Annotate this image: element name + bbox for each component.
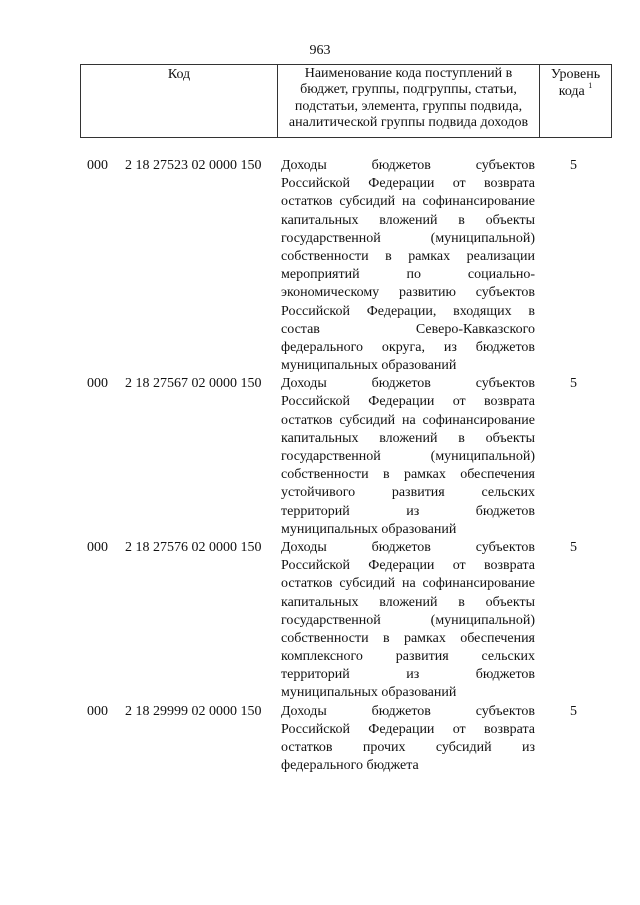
row-name-line: государственной (муниципальной) <box>281 612 535 628</box>
row-name-line: федерального округа, из бюджетов <box>281 339 535 355</box>
row-prefix: 000 <box>87 703 108 719</box>
header-name <box>278 65 540 138</box>
row-name-line: капитальных вложений в объекты <box>281 212 535 228</box>
row-name <box>281 539 535 703</box>
row-level: 5 <box>570 539 577 555</box>
row-name-line: Доходы бюджетов субъектов <box>281 158 535 173</box>
table-row <box>0 539 640 703</box>
header-code: Код <box>81 65 278 138</box>
header-name-line: подстатьи, элемента, группы подвида, <box>294 98 523 114</box>
row-name-line: Доходы бюджетов субъектов <box>281 539 535 555</box>
row-name-line: муниципальных образований <box>281 685 457 701</box>
row-name-line: остатков субсидий на софинансирование <box>281 194 535 210</box>
row-name-line: Российской Федерации от возврата <box>281 176 535 192</box>
table-row <box>0 157 640 375</box>
row-name-line: капитальных вложений в объекты <box>281 430 535 446</box>
row-name-line: государственной (муниципальной) <box>281 230 535 246</box>
row-name-line: капитальных вложений в объекты <box>281 594 535 610</box>
row-code: 2 18 27523 02 0000 150 <box>125 158 262 173</box>
row-name <box>281 157 535 375</box>
row-code: 2 18 27567 02 0000 150 <box>125 376 262 392</box>
table-header <box>80 64 612 138</box>
row-name-line: Российской Федерации от возврата <box>281 558 535 574</box>
row-name-line: муниципальных образований <box>281 358 457 374</box>
row-name <box>281 375 535 539</box>
row-prefix: 000 <box>87 539 108 555</box>
header-level-text: кода <box>558 84 585 99</box>
row-prefix: 000 <box>87 376 108 392</box>
row-name-line: мероприятий по социально- <box>281 267 535 283</box>
header-name-line: Наименование кода поступлений в <box>304 66 513 81</box>
row-name-line: Доходы бюджетов субъектов <box>281 703 535 719</box>
header-name-line: бюджет, группы, подгруппы, статьи, <box>300 82 517 98</box>
row-name-line: Российской Федерации, входящих в <box>281 303 535 319</box>
row-name-line: остатков субсидий на софинансирование <box>281 576 535 592</box>
row-name-line: Российской Федерации от возврата <box>281 721 535 737</box>
row-name-line: остатков прочих субсидий из <box>281 740 535 755</box>
table-row <box>0 703 640 776</box>
header-name-line: аналитической группы подвида доходов <box>288 115 529 131</box>
row-name-line: остатков субсидий на софинансирование <box>281 412 535 428</box>
row-level: 5 <box>570 158 577 173</box>
header-level-line <box>544 83 607 100</box>
table-row <box>0 375 640 539</box>
row-name-line: экономическому развитию субъектов <box>281 285 535 301</box>
footnote-marker: 1 <box>588 81 593 90</box>
row-name-line: муниципальных образований <box>281 521 457 537</box>
table-body <box>0 157 640 775</box>
row-code: 2 18 29999 02 0000 150 <box>125 703 262 719</box>
header-level <box>540 65 612 138</box>
row-name-line: Российской Федерации от возврата <box>281 394 535 410</box>
row-prefix: 000 <box>87 158 108 173</box>
row-name-line: территорий из бюджетов <box>281 503 535 519</box>
row-name-line: устойчивого развития сельских <box>281 485 535 501</box>
row-level: 5 <box>570 376 577 392</box>
row-name-line: территорий из бюджетов <box>281 667 535 683</box>
row-name-line: состав Северо-Кавказского <box>281 321 535 337</box>
row-name-line: федерального бюджета <box>281 758 419 774</box>
row-name-line: собственности в рамках реализации <box>281 248 535 264</box>
row-name-line: собственности в рамках обеспечения <box>281 467 535 483</box>
row-name-line: государственной (муниципальной) <box>281 449 535 464</box>
page-number: 963 <box>309 43 331 58</box>
row-code: 2 18 27576 02 0000 150 <box>125 539 262 555</box>
row-name-line: собственности в рамках обеспечения <box>281 630 535 646</box>
row-level: 5 <box>570 703 577 719</box>
row-name <box>281 703 535 776</box>
header-level-line: Уровень <box>550 67 601 82</box>
row-name-line: Доходы бюджетов субъектов <box>281 376 535 392</box>
row-name-line: комплексного развития сельских <box>281 649 535 665</box>
